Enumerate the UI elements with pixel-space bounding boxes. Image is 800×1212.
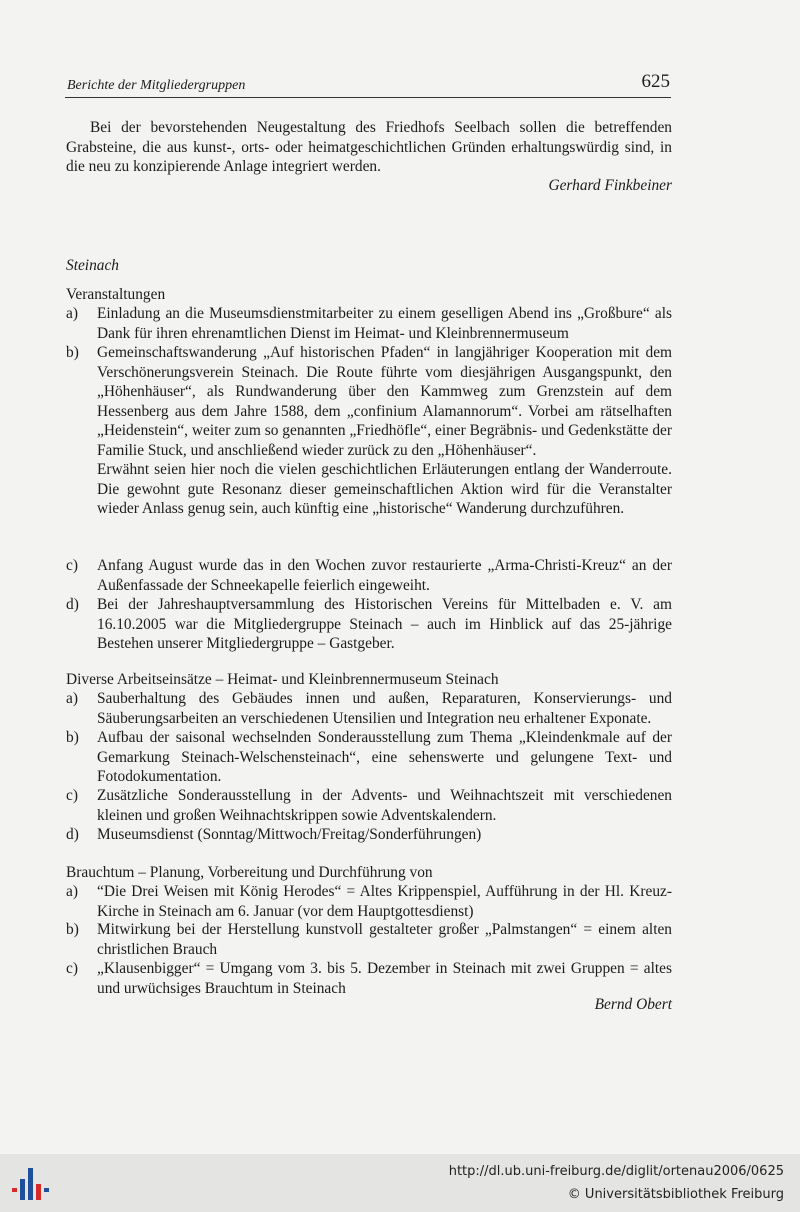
footer-bar: [0, 1154, 800, 1212]
customs-heading: Brauchtum – Planung, Vorbereitung und Durchführung von: [66, 864, 433, 881]
list-item-label: d): [66, 826, 79, 843]
page-number: 625: [641, 71, 670, 92]
list-item-text: Museumsdienst (Sonntag/Mittwoch/Freitag/Sonderführungen): [97, 826, 482, 843]
list-item: [66, 728, 672, 787]
list-item-text: Zusätzliche Sonderausstellung in der Advents- und Weihnachtszeit mit verschiedenen kleinen und großen Weihnachtskrippen sowie Adventskalendern.: [97, 787, 672, 824]
list-item-text: „Klausenbigger“ = Umgang vom 3. bis 5. Dezember in Steinach mit zwei Gruppen = altes und urwüchsiges Brauchtum in Steinach: [97, 960, 672, 997]
list-item-label: c): [66, 787, 78, 804]
list-item: [66, 959, 672, 998]
section-signature: Bernd Obert: [594, 996, 672, 1013]
list-item-text: “Die Drei Weisen mit König Herodes“ = Altes Krippenspiel, Aufführung in der Hl. Kreuz-Kirche in Steinach am 6. Januar (vor dem Hauptgottesdienst): [97, 883, 672, 920]
list-item-label: a): [66, 690, 78, 707]
list-item-text: Gemeinschaftswanderung „Auf historischen Pfaden“ in langjähriger Kooperation mit dem Verschönerungsverein Steinach. Die Route führte vom diesjährigen Ausgangspunkt, den „Höhenhäuser“, als Rundwanderung über den Kammweg zum Grenzstein auf dem Hessenberg aus dem Jahre 1588, dem „confinium Alamannorum“. Vorbei am rätselhaften „Heidenstein“, weiter zum so genannten „Friedhöfle“, einer Begräbnis- und Gedenkstätte der Familie Stuck, und anschließend wieder zurück zu den „Höhenhäuser“.: [97, 344, 672, 459]
intro-signature: Gerhard Finkbeiner: [548, 177, 672, 194]
list-item-label: b): [66, 729, 79, 746]
list-item-text: Sauberhaltung des Gebäudes innen und außen, Reparaturen, Konservierungs- und Säuberungsarbeiten an verschiedenen Utensilien und Integration neu erhaltener Exponate.: [97, 690, 672, 727]
copyright-notice: © Universitätsbibliothek Freiburg: [567, 1187, 784, 1202]
section-title: Steinach: [66, 257, 119, 274]
list-item-text: Mitwirkung bei der Herstellung kunstvoll gestalteter großer „Palmstangen“ = einem alten christlichen Brauch: [97, 921, 672, 958]
list-item: [66, 556, 672, 595]
list-item: [66, 304, 672, 343]
list-item-label: a): [66, 305, 78, 322]
list-item-label: c): [66, 557, 78, 574]
list-item-text: Anfang August wurde das in den Wochen zuvor restaurierte „Arma-Christi-Kreuz“ an der Außenfassade der Schneekapelle feierlich eingeweiht.: [97, 557, 672, 594]
list-item: [66, 825, 672, 845]
list-item-text: Bei der Jahreshauptversammlung des Historischen Vereins für Mittelbaden e. V. am 16.10.2005 war die Mitgliedergruppe Steinach – auch im Hinblick auf das 25-jährige Bestehen unserer Mitgliedergruppe – Gastgeber.: [97, 596, 672, 652]
source-url-link[interactable]: http://dl.ub.uni-freiburg.de/diglit/ortenau2006/0625: [448, 1164, 784, 1179]
list-item: [66, 689, 672, 728]
list-item-label: a): [66, 883, 78, 900]
list-item-label: c): [66, 960, 78, 977]
list-item: [66, 343, 672, 519]
list-item-label: b): [66, 344, 79, 361]
list-item-text-continued: Erwähnt seien hier noch die vielen geschichtlichen Erläuterungen entlang der Wanderroute. Die gewohnt gute Resonanz dieser gemeinschaftlichen Aktion wird für die Veranstalter wieder Anlass genug sein, auch künftig eine „historische“ Wanderung durchzuführen.: [97, 461, 672, 517]
list-item-text: Einladung an die Museumsdienstmitarbeiter zu einem geselligen Abend ins „Großbure“ als Dank für ihren ehrenamtlichen Dienst im Heimat- und Kleinbrennermuseum: [97, 305, 672, 342]
list-item: [66, 882, 672, 921]
list-item-label: b): [66, 921, 79, 938]
work-heading: Diverse Arbeitseinsätze – Heimat- und Kleinbrennermuseum Steinach: [66, 671, 499, 688]
list-item: [66, 920, 672, 959]
ub-freiburg-logo-icon: [10, 1164, 52, 1204]
events-heading: Veranstaltungen: [66, 286, 166, 303]
running-title: Berichte der Mitgliedergruppen: [67, 78, 246, 93]
header-rule: [65, 97, 671, 98]
list-item: [66, 595, 672, 654]
intro-paragraph: Bei der bevorstehenden Neugestaltung des Friedhofs Seelbach sollen die betreffenden Grabsteine, die aus kunst-, orts- oder heimatgeschichtlichen Gründen erhaltungswürdig sind, in die neu zu konzipierende Anlage integriert werden.: [66, 119, 672, 175]
list-item-label: d): [66, 596, 79, 613]
list-item: [66, 786, 672, 825]
list-item-text: Aufbau der saisonal wechselnden Sonderausstellung zum Thema „Kleindenkmale auf der Gemarkung Steinach-Welschensteinach“, eine sehenswerte und gelungene Text- und Fotodokumentation.: [97, 729, 672, 785]
